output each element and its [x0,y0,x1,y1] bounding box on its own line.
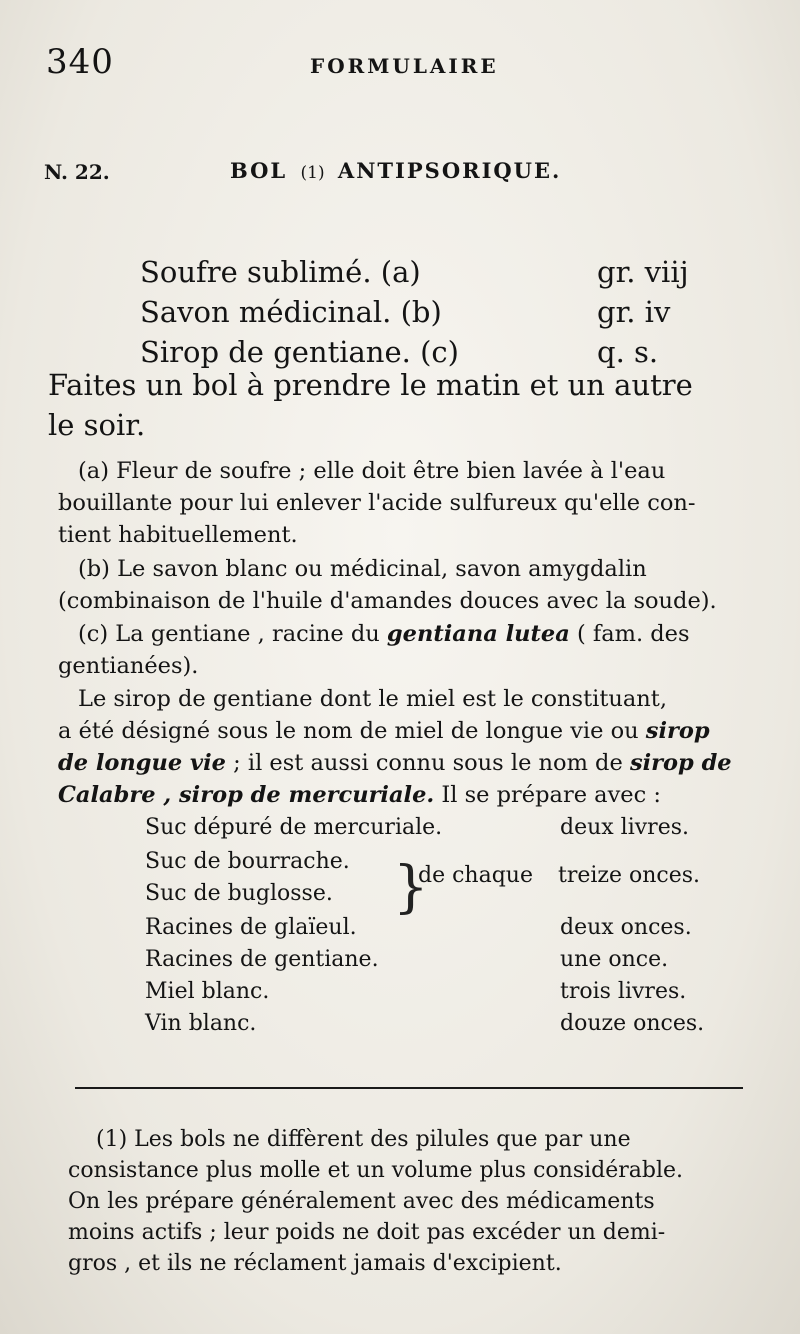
syrup-line [58,779,748,811]
syrup-line [58,715,748,747]
sub-ingredient-qty: une once. [560,947,669,972]
note-line: gentianées). [58,653,199,679]
recipe-title-post: ANTIPSORIQUE. [337,158,562,183]
sub-ingredient-qty: deux livres. [560,815,689,840]
note-line [58,618,748,650]
running-title: FORMULAIRE [310,54,499,78]
footnote-line: (1) Les bols ne diffèrent des pilules que par une [96,1127,631,1152]
sub-ingredient-name: Racines de gentiane. [145,947,379,972]
syrup-text: Il se prépare avec : [434,782,661,808]
sub-ingredient-name: Suc de bourrache. [145,849,350,874]
footnote [68,1124,758,1279]
syrup-text: a été désigné sous le nom de miel de longue vie ou [58,718,646,744]
note-a [58,455,748,551]
ingredient-name: Sirop de gentiane. (c) [140,335,459,369]
sub-ingredient-name: Vin blanc. [145,1011,257,1036]
footnote-line: gros , et ils ne réclament jamais d'excipient. [68,1251,562,1276]
recipe-title-note: (1) [300,163,325,183]
ingredient-qty: gr. viij [597,255,689,289]
footnote-divider [75,1087,743,1089]
note-b [58,553,748,617]
footnote-line: On les prépare généralement avec des médicaments [68,1189,655,1214]
syrup-line: Le sirop de gentiane dont le miel est le constituant, [78,686,667,712]
syrup-paragraph [58,683,748,811]
recipe-title [230,158,561,183]
sub-ingredient-name: Racines de glaïeul. [145,915,357,940]
curly-brace: } [393,855,429,920]
ingredient-qty: gr. iv [597,295,671,329]
note-line: tient habituellement. [58,522,298,548]
note-c-latin: gentiana lutea [386,621,570,647]
syrup-italic: Calabre , sirop de mercuriale. [58,782,435,808]
sub-ingredient-qty: trois livres. [560,979,687,1004]
sub-ingredient-qty: deux onces. [560,915,692,940]
syrup-italic: de longue vie [58,750,226,776]
note-line: bouillante pour lui enlever l'acide sulfureux qu'elle con- [58,490,696,516]
brace-label: de chaque [418,863,533,888]
sub-ingredient-qty: douze onces. [560,1011,705,1036]
syrup-italic: sirop de [629,750,732,776]
note-line: (combinaison de l'huile d'amandes douces avec la soude). [58,588,717,614]
instruction-paragraph [48,365,738,445]
brace-qty: treize onces. [558,863,701,888]
ingredient-name: Soufre sublimé. (a) [140,255,421,289]
syrup-text: ; il est aussi connu sous le nom de [225,750,630,776]
syrup-line [58,747,748,779]
sub-ingredient-name: Miel blanc. [145,979,270,1004]
ingredient-name: Savon médicinal. (b) [140,295,442,329]
sub-ingredient-name: Suc dépuré de mercuriale. [145,815,443,840]
recipe-title-pre: BOL [230,158,288,183]
note-c-text: (c) La gentiane , racine du [78,621,387,647]
footnote-line: consistance plus molle et un volume plus considérable. [68,1158,684,1183]
instruction-line: Faites un bol à prendre le matin et un autre [48,368,693,402]
page-number: 340 [46,42,114,82]
note-line: (b) Le savon blanc ou médicinal, savon amygdalin [78,556,647,582]
ingredient-qty: q. s. [597,335,659,369]
recipe-number: N. 22. [44,160,110,184]
note-c [58,618,748,682]
note-line: (a) Fleur de soufre ; elle doit être bien lavée à l'eau [78,458,666,484]
footnote-line: moins actifs ; leur poids ne doit pas excéder un demi- [68,1220,666,1245]
instruction-line: le soir. [48,408,146,442]
sub-ingredient-name: Suc de buglosse. [145,881,333,906]
note-c-text: ( fam. des [569,621,690,647]
syrup-italic: sirop [645,718,710,744]
